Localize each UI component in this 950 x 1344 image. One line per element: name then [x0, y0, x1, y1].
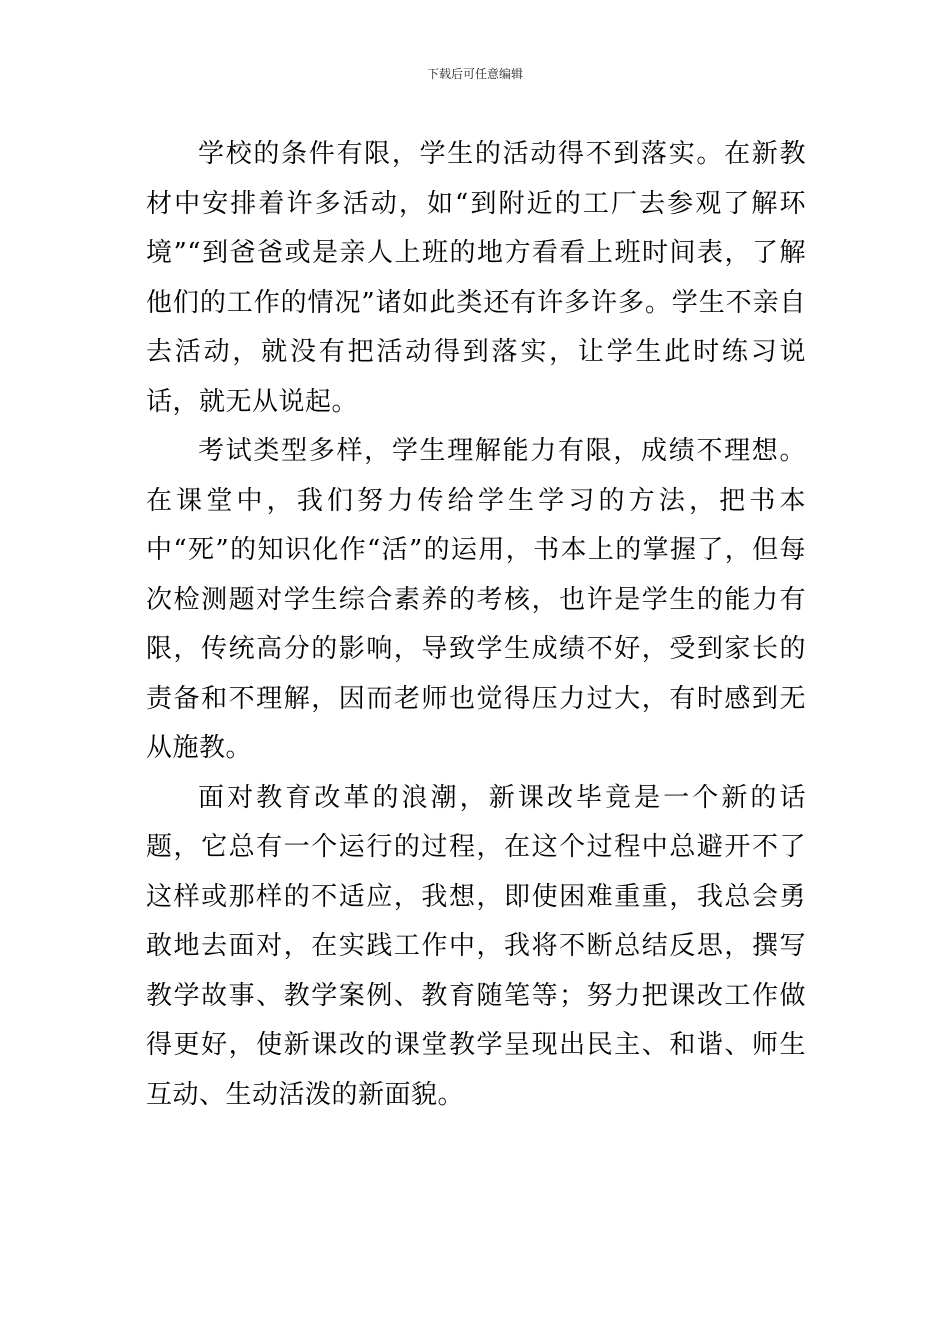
- paragraph-2: 考试类型多样，学生理解能力有限，成绩不理想。在课堂中，我们努力传给学生学习的方法，把书本中“死”的知识化作“活”的运用，书本上的掌握了，但每次检测题对学生综合素养的考核，也许是学生的能力有限，传统高分的影响，导致学生成绩不好，受到家长的责备和不理解，因而老师也觉得压力过大，有时感到无从施教。: [146, 436, 806, 763]
- document-body: [146, 130, 806, 1120]
- paragraph-1: 学校的条件有限，学生的活动得不到落实。在新教材中安排着许多活动，如“到附近的工厂去参观了解环境”“到爸爸或是亲人上班的地方看看上班时间表，了解他们的工作的情况”诸如此类还有许多许多。学生不亲自去活动，就没有把活动得到落实，让学生此时练习说话，就无从说起。: [146, 139, 806, 417]
- page-header: 下载后可任意编辑: [426, 67, 523, 81]
- paragraph-3: 面对教育改革的浪潮，新课改毕竟是一个新的话题，它总有一个运行的过程，在这个过程中总避开不了这样或那样的不适应，我想，即使困难重重，我总会勇敢地去面对，在实践工作中，我将不断总结反思，撰写教学故事、教学案例、教育随笔等；努力把课改工作做得更好，使新课改的课堂教学呈现出民主、和谐、师生互动、生动活泼的新面貌。: [146, 782, 806, 1110]
